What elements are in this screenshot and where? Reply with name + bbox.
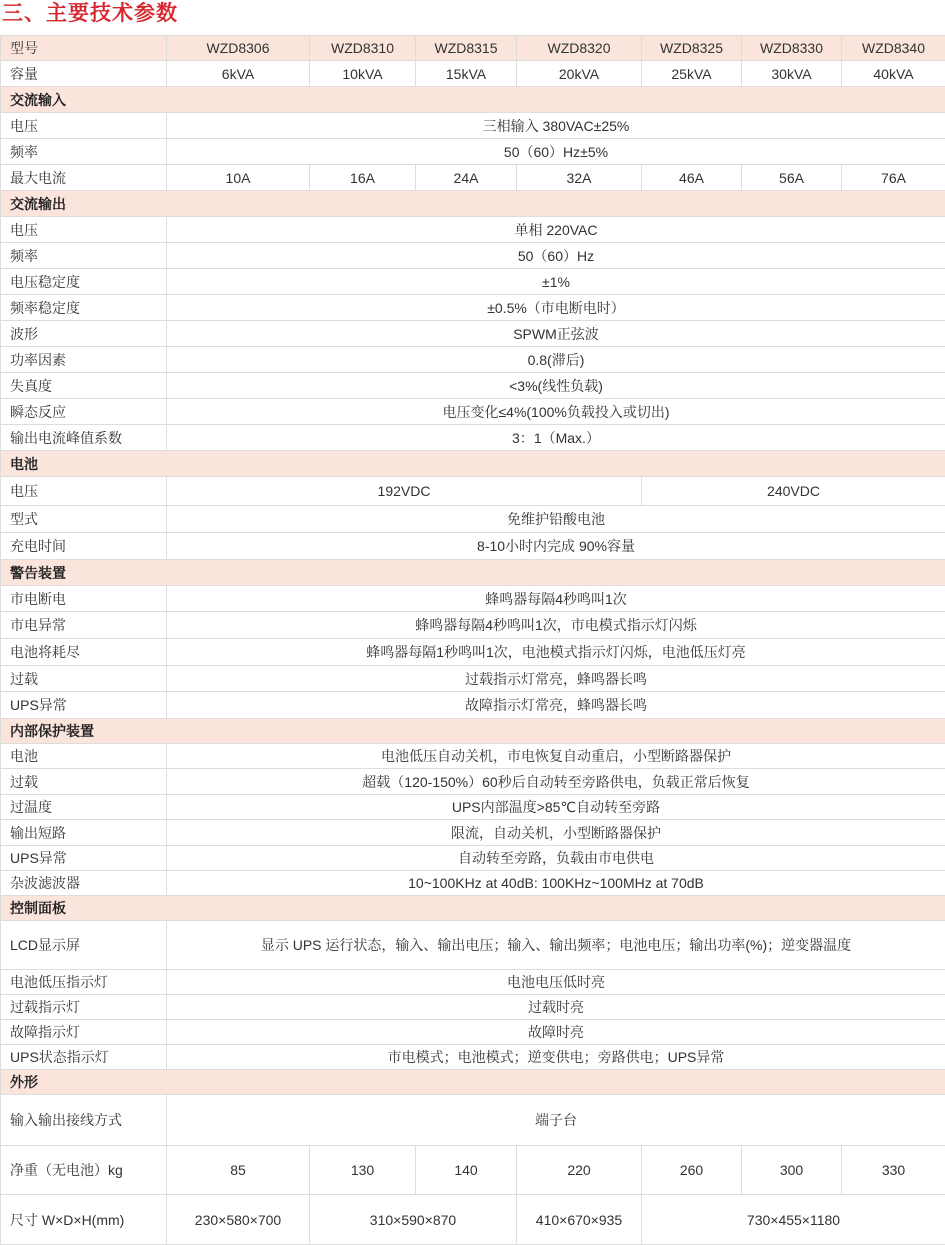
spec-label: 输入输出接线方式 (1, 1095, 167, 1146)
spec-value-cell: 蜂鸣器每隔1秒鸣叫1次，电池模式指示灯闪烁，电池低压灯亮 (167, 639, 945, 666)
spec-label: 电压 (1, 477, 167, 506)
spec-value-cell: 30kVA (742, 61, 842, 87)
spec-row (1, 921, 945, 970)
spec-value-cell: 140 (416, 1146, 517, 1195)
spec-row (1, 373, 945, 399)
spec-value-cell: 46A (642, 165, 742, 191)
spec-value-cell: 市电模式；电池模式；逆变供电；旁路供电；UPS异常 (167, 1045, 945, 1070)
spec-value-cell: 330 (842, 1146, 945, 1195)
spec-value-cell: 电池低压自动关机，市电恢复自动重启，小型断路器保护 (167, 744, 945, 769)
model-name-cell: WZD8315 (416, 36, 517, 61)
spec-value-cell: 410×670×935 (517, 1195, 642, 1245)
spec-value-cell: 超载（120-150%）60秒后自动转至旁路供电，负载正常后恢复 (167, 769, 945, 795)
section-header-row (1, 191, 945, 217)
section-header-row (1, 87, 945, 113)
spec-row (1, 113, 945, 139)
spec-row (1, 1020, 945, 1045)
spec-value-cell: 130 (310, 1146, 416, 1195)
spec-value-cell: 10~100KHz at 40dB: 100KHz~100MHz at 70dB (167, 871, 945, 896)
section-header-row (1, 1070, 945, 1095)
spec-value-cell: 24A (416, 165, 517, 191)
spec-row (1, 871, 945, 896)
spec-label: 型式 (1, 506, 167, 533)
spec-row (1, 1146, 945, 1195)
spec-label: 故障指示灯 (1, 1020, 167, 1045)
spec-row (1, 1095, 945, 1146)
spec-value-cell: 3：1（Max.） (167, 425, 945, 451)
spec-label: 电压 (1, 217, 167, 243)
spec-row (1, 769, 945, 795)
spec-label: 过温度 (1, 795, 167, 820)
spec-label: 失真度 (1, 373, 167, 399)
spec-value-cell: 限流，自动关机，小型断路器保护 (167, 820, 945, 846)
spec-value-cell: 电池电压低时亮 (167, 970, 945, 995)
spec-row (1, 692, 945, 719)
spec-value-cell: 230×580×700 (167, 1195, 310, 1245)
spec-label: UPS异常 (1, 846, 167, 871)
spec-value-cell: ±0.5%（市电断电时） (167, 295, 945, 321)
spec-row (1, 347, 945, 373)
spec-label: 尺寸 W×D×H(mm) (1, 1195, 167, 1245)
spec-label: 电压 (1, 113, 167, 139)
spec-label: UPS状态指示灯 (1, 1045, 167, 1070)
model-header-row (1, 36, 945, 61)
section-title: 内部保护装置 (1, 719, 945, 744)
spec-row (1, 612, 945, 639)
spec-value-cell: 25kVA (642, 61, 742, 87)
spec-value-cell: 76A (842, 165, 945, 191)
model-name-cell: WZD8310 (310, 36, 416, 61)
spec-row (1, 61, 945, 87)
spec-row (1, 165, 945, 191)
spec-label: 过载 (1, 769, 167, 795)
spec-row (1, 970, 945, 995)
spec-value-cell: 32A (517, 165, 642, 191)
spec-value-cell: 自动转至旁路，负载由市电供电 (167, 846, 945, 871)
section-title: 外形 (1, 1070, 945, 1095)
spec-row (1, 744, 945, 769)
model-name-cell: WZD8340 (842, 36, 945, 61)
spec-row (1, 639, 945, 666)
spec-row (1, 1045, 945, 1070)
spec-label: 过载指示灯 (1, 995, 167, 1020)
spec-row (1, 269, 945, 295)
spec-value-cell: 310×590×870 (310, 1195, 517, 1245)
spec-value-cell: <3%(线性负载) (167, 373, 945, 399)
spec-value-cell: 50（60）Hz (167, 243, 945, 269)
spec-label: 频率 (1, 243, 167, 269)
section-title: 交流输入 (1, 87, 945, 113)
spec-value-cell: 蜂鸣器每隔4秒鸣叫1次，市电模式指示灯闪烁 (167, 612, 945, 639)
spec-label: 充电时间 (1, 533, 167, 560)
spec-label: 输出电流峰值系数 (1, 425, 167, 451)
section-title: 电池 (1, 451, 945, 477)
spec-row (1, 399, 945, 425)
model-name-cell: WZD8325 (642, 36, 742, 61)
spec-label: UPS异常 (1, 692, 167, 719)
spec-value-cell: UPS内部温度>85℃自动转至旁路 (167, 795, 945, 820)
spec-row (1, 506, 945, 533)
spec-value-cell: 10A (167, 165, 310, 191)
spec-row (1, 321, 945, 347)
spec-row (1, 533, 945, 560)
spec-value-cell: 16A (310, 165, 416, 191)
spec-row (1, 1195, 945, 1245)
model-name-cell: WZD8306 (167, 36, 310, 61)
spec-value-cell: ±1% (167, 269, 945, 295)
spec-row (1, 217, 945, 243)
spec-label: 最大电流 (1, 165, 167, 191)
spec-value-cell: 0.8(滞后) (167, 347, 945, 373)
spec-label: 过载 (1, 666, 167, 692)
spec-value-cell: 300 (742, 1146, 842, 1195)
section-header-row (1, 719, 945, 744)
spec-row (1, 586, 945, 612)
spec-value-cell: 过载时亮 (167, 995, 945, 1020)
spec-label: 净重（无电池）kg (1, 1146, 167, 1195)
spec-value-cell: 三相输入 380VAC±25% (167, 113, 945, 139)
spec-label: 输出短路 (1, 820, 167, 846)
section-title: 交流输出 (1, 191, 945, 217)
spec-row (1, 795, 945, 820)
section-header-row (1, 896, 945, 921)
spec-value-cell: 220 (517, 1146, 642, 1195)
spec-value-cell: SPWM正弦波 (167, 321, 945, 347)
spec-value-cell: 56A (742, 165, 842, 191)
spec-row (1, 820, 945, 846)
spec-label: 市电异常 (1, 612, 167, 639)
spec-row (1, 477, 945, 506)
spec-row (1, 846, 945, 871)
spec-value-cell: 730×455×1180 (642, 1195, 945, 1245)
section-header-row (1, 560, 945, 586)
spec-table-body (1, 36, 945, 1245)
spec-value-cell: 50（60）Hz±5% (167, 139, 945, 165)
model-name-cell: WZD8320 (517, 36, 642, 61)
spec-label: LCD显示屏 (1, 921, 167, 970)
spec-value-cell: 8-10小时内完成 90%容量 (167, 533, 945, 560)
spec-value-cell: 故障指示灯常亮，蜂鸣器长鸣 (167, 692, 945, 719)
spec-value-cell: 85 (167, 1146, 310, 1195)
spec-value-cell: 电压变化≤4%(100%负载投入或切出) (167, 399, 945, 425)
spec-label: 功率因素 (1, 347, 167, 373)
spec-value-cell: 端子台 (167, 1095, 945, 1146)
model-name-cell: WZD8330 (742, 36, 842, 61)
spec-label: 型号 (1, 36, 167, 61)
spec-value-cell: 故障时亮 (167, 1020, 945, 1045)
spec-value-cell: 过载指示灯常亮，蜂鸣器长鸣 (167, 666, 945, 692)
spec-label: 电池 (1, 744, 167, 769)
spec-value-cell: 蜂鸣器每隔4秒鸣叫1次 (167, 586, 945, 612)
spec-label: 频率 (1, 139, 167, 165)
spec-value-cell: 15kVA (416, 61, 517, 87)
spec-label: 电池低压指示灯 (1, 970, 167, 995)
spec-value-cell: 192VDC (167, 477, 642, 506)
spec-value-cell: 20kVA (517, 61, 642, 87)
spec-value-cell: 40kVA (842, 61, 945, 87)
spec-label: 市电断电 (1, 586, 167, 612)
section-header-row (1, 451, 945, 477)
page-title: 三、主要技术参数 (2, 0, 178, 28)
spec-row (1, 295, 945, 321)
spec-value-cell: 6kVA (167, 61, 310, 87)
section-title: 控制面板 (1, 896, 945, 921)
spec-value-cell: 240VDC (642, 477, 945, 506)
spec-label: 电压稳定度 (1, 269, 167, 295)
spec-table (0, 35, 945, 1245)
spec-row (1, 995, 945, 1020)
spec-value-cell: 260 (642, 1146, 742, 1195)
spec-row (1, 666, 945, 692)
spec-value-cell: 10kVA (310, 61, 416, 87)
section-title: 警告装置 (1, 560, 945, 586)
spec-value-cell: 免维护铅酸电池 (167, 506, 945, 533)
spec-label: 瞬态反应 (1, 399, 167, 425)
spec-row (1, 243, 945, 269)
spec-row (1, 425, 945, 451)
spec-label: 电池将耗尽 (1, 639, 167, 666)
spec-value-cell: 单相 220VAC (167, 217, 945, 243)
spec-row (1, 139, 945, 165)
spec-label: 杂波滤波器 (1, 871, 167, 896)
spec-label: 容量 (1, 61, 167, 87)
spec-label: 波形 (1, 321, 167, 347)
spec-label: 频率稳定度 (1, 295, 167, 321)
spec-value-cell: 显示 UPS 运行状态，输入、输出电压；输入、输出频率；电池电压；输出功率(%)；逆变器温度 (167, 921, 945, 970)
